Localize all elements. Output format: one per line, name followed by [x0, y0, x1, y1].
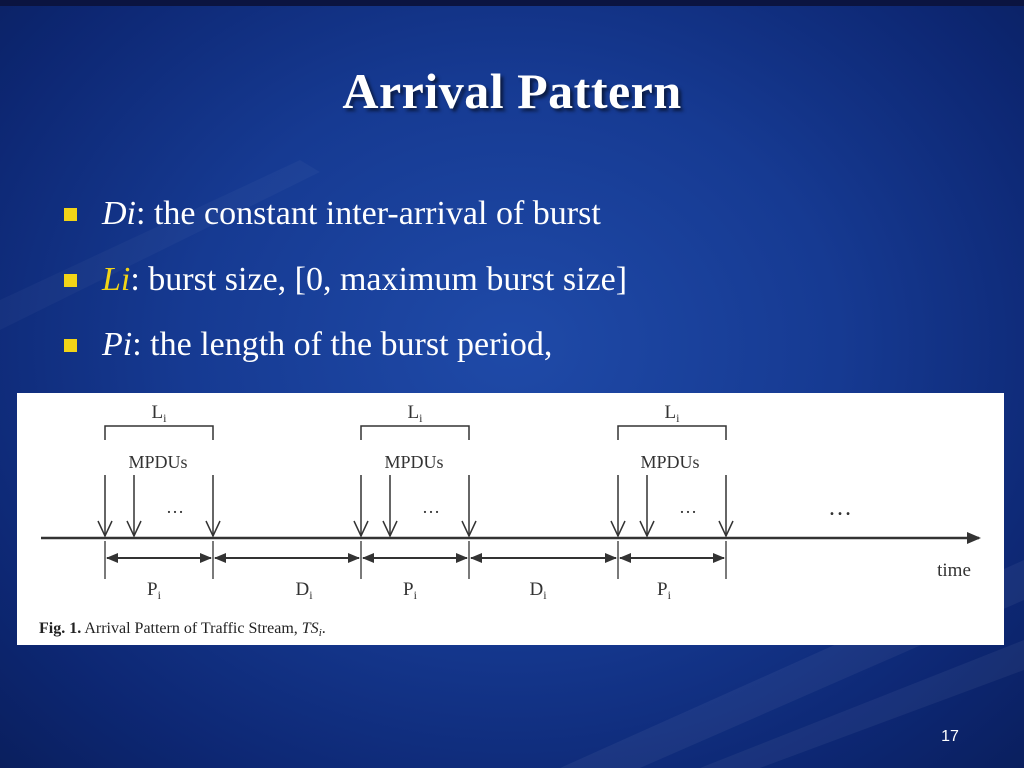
bullet-variable: Li	[102, 261, 131, 298]
bullet-description: : the constant inter-arrival of burst	[136, 195, 601, 232]
period-label: $P_i$	[147, 579, 161, 602]
period-label: $P_i$	[657, 579, 671, 602]
mpdu-ellipsis: …	[422, 497, 440, 517]
mpdus-label: MPDUs	[128, 452, 188, 472]
burst-group-1	[98, 402, 220, 536]
bullet-square-icon	[64, 274, 77, 287]
top-bar	[0, 0, 1024, 6]
bullet-square-icon	[64, 208, 77, 221]
gap-label: $D_i$	[529, 579, 547, 602]
burst-size-label: $L_i$	[151, 402, 167, 425]
arrival-pattern-figure	[17, 393, 1004, 645]
slide-number: 17	[941, 728, 959, 745]
gap-label: $D_i$	[295, 579, 313, 602]
burst-bracket	[618, 426, 726, 440]
mpdus-label: MPDUs	[640, 452, 700, 472]
slide-title: Arrival Pattern	[342, 63, 682, 119]
burst-size-label: $L_i$	[664, 402, 680, 425]
figure-caption: Fig. 1. Arrival Pattern of Traffic Stream, TSi.	[39, 620, 326, 639]
burst-bracket	[361, 426, 469, 440]
bullet-text	[102, 260, 627, 300]
burst-bracket	[105, 426, 213, 440]
bullet-text	[102, 194, 601, 234]
burst-size-label: $L_i$	[407, 402, 423, 425]
bullet-description: : burst size, [0, maximum burst size]	[130, 261, 628, 298]
trailing-ellipsis: …	[828, 495, 852, 521]
time-axis-label: time	[937, 560, 971, 581]
bullet-variable: Di	[102, 195, 136, 232]
mpdu-ellipsis: …	[679, 497, 697, 517]
period-label: $P_i$	[403, 579, 417, 602]
mpdus-label: MPDUs	[384, 452, 444, 472]
bullet-variable: Pi	[102, 326, 133, 363]
interval-ticks	[105, 541, 726, 579]
mpdu-ellipsis: …	[166, 497, 184, 517]
burst-group-2	[354, 402, 476, 536]
burst-group-3	[611, 402, 733, 536]
bullet-description: : the length of the burst period,	[132, 326, 553, 363]
bullet-square-icon	[64, 339, 77, 352]
bullet-text	[102, 325, 552, 365]
arrival-pattern-diagram	[17, 393, 1004, 645]
